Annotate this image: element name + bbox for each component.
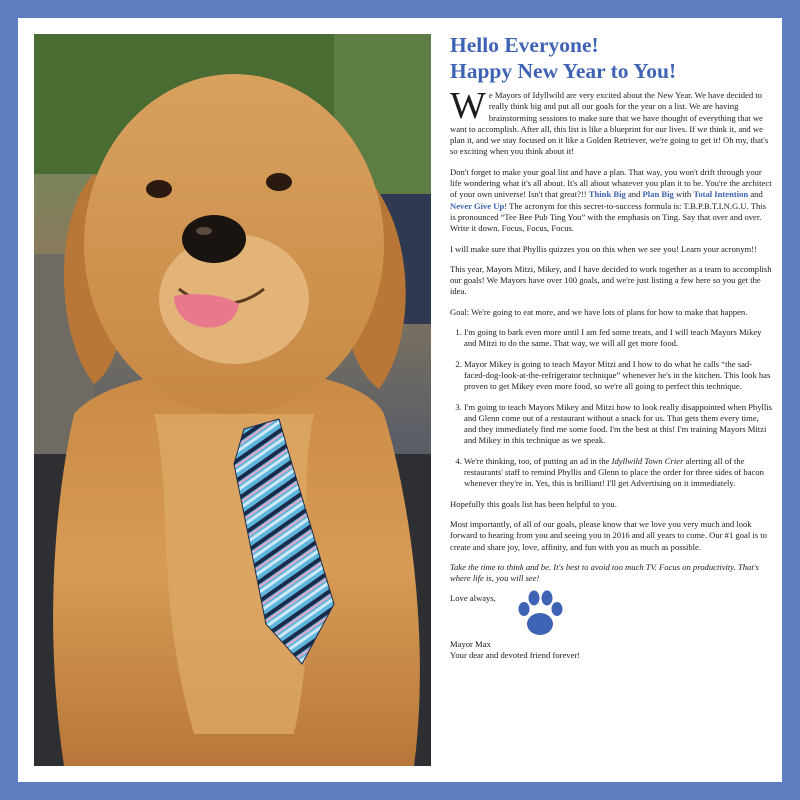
team-paragraph: This year, Mayors Mitzi, Mikey, and I have decided to work together as a team to accomplish our goals! We Mayors have over 100 goals, and we're just listing a few here so you get the idea.	[450, 263, 772, 297]
dog-photo	[34, 34, 431, 766]
helpful-paragraph: Hopefully this goals list has been helpful to you.	[450, 498, 617, 509]
goals-list	[450, 327, 772, 490]
list-item	[464, 456, 772, 490]
intro-paragraph	[450, 85, 772, 158]
goal4-text-2: alerting all of the restaurants' staff to remind Phyllis and Glenn to place the order for three sides of bacon whenever they're in. Yes, this is brilliant! I'll get Advertising on it immediately.	[464, 455, 764, 489]
newsletter-page	[18, 18, 782, 782]
quiz-paragraph: I will make sure that Phyllis quizzes you on this when we see you! Learn your acronym!!	[450, 243, 757, 254]
signature-friend: Your dear and devoted friend forever!	[450, 649, 581, 660]
goal4-text-1: We're thinking, too, of putting an ad in the	[464, 455, 612, 466]
acronym-text-2: ! The acronym for this secret-to-success formula is: T.B.P.B.T.I.N.G.U. This is pronounced “Tee Bee Pub Ting You” with the emphasis on Ting. Say that over and over. Write it down. Focus, Focus, Focus.	[450, 200, 767, 234]
acronym-and-1: and	[625, 189, 643, 200]
golden-retriever-illustration	[34, 34, 431, 766]
list-item: 2. Mayor Mikey is going to teach Mayor Mitzi and I how to do what he calls “the sad-faced-dog-look-at-the-refrigerator technique” whenever he's in the kitchen. This look has proven to get Mikey even more food, so we're all going to perfect this technique.	[464, 359, 772, 393]
signature-name: Mayor Max	[450, 638, 491, 649]
list-item: 3. I'm going to teach Mayors Mikey and Mitzi how to look really disappointed when Phyllis and Glenn come out of a restaurant without a snack for us. That gets them every time, and they immediately find me some food. I'm the best at this! I'm training Mayors Mitzi and Mikey in this technique as we speak.	[464, 402, 772, 447]
page-title	[450, 32, 772, 84]
think-big: Think Big	[588, 189, 626, 200]
closing-love: Love always,	[450, 593, 496, 604]
newspaper-title: Idyllwild Town Crier	[611, 455, 684, 466]
love-paragraph: Most importantly, of all of our goals, please know that we love you very much and look forward to hearing from you and seeing you in 2016 and all years to come. Our #1 goal is to create and share joy, love, affinity, and fun with you as much as possible.	[450, 518, 767, 552]
tip-paragraph: Take the time to think and be. It's best to avoid too much TV. Focus on productivity. That's where life is, you will see!	[450, 561, 759, 584]
drop-cap: W	[450, 85, 486, 127]
title-line-2: Happy New Year to You!	[450, 59, 677, 83]
plan-big: Plan Big	[642, 189, 674, 200]
acronym-text-1: Don't forget to make your goal list and have a plan. That way, you won't drift through your life wondering what it's all about. It's all about whatever you plan it to be. You're the architect of your own universe! Isn't that great?!!	[450, 166, 772, 200]
total-intention: Total Intention	[693, 189, 749, 200]
intro-text: e Mayors of Idyllwild are very excited about the New Year. We have decided to really think big and put all our goals for the year on a list. We are having brainstorming sessions to make sure that we have thought of everything that we want to accomplish. After all, this list is like a blueprint for our lives. If we think it, and we plan it, and we stay focused on it like a Golden Retriever, we're going to get it! Oh my, that's so exciting when you think about it!	[450, 90, 769, 157]
acronym-and-2: and	[748, 189, 763, 200]
never-give-up: Never Give Up	[450, 200, 505, 211]
list-item: 1. I'm going to bark even more until I am fed some treats, and I will teach Mayors Mikey and Mitzi to do the same. That way, we will all get more food.	[464, 327, 772, 350]
title-line-1: Hello Everyone!	[450, 33, 599, 57]
paw-print-icon	[516, 589, 564, 639]
acronym-with: with	[673, 189, 694, 200]
acronym-paragraph	[450, 167, 772, 235]
goal-paragraph: Goal: We're going to eat more, and we have lots of plans for how to make that happen.	[450, 306, 748, 317]
letter-body	[450, 32, 772, 661]
signature-block	[450, 593, 772, 661]
